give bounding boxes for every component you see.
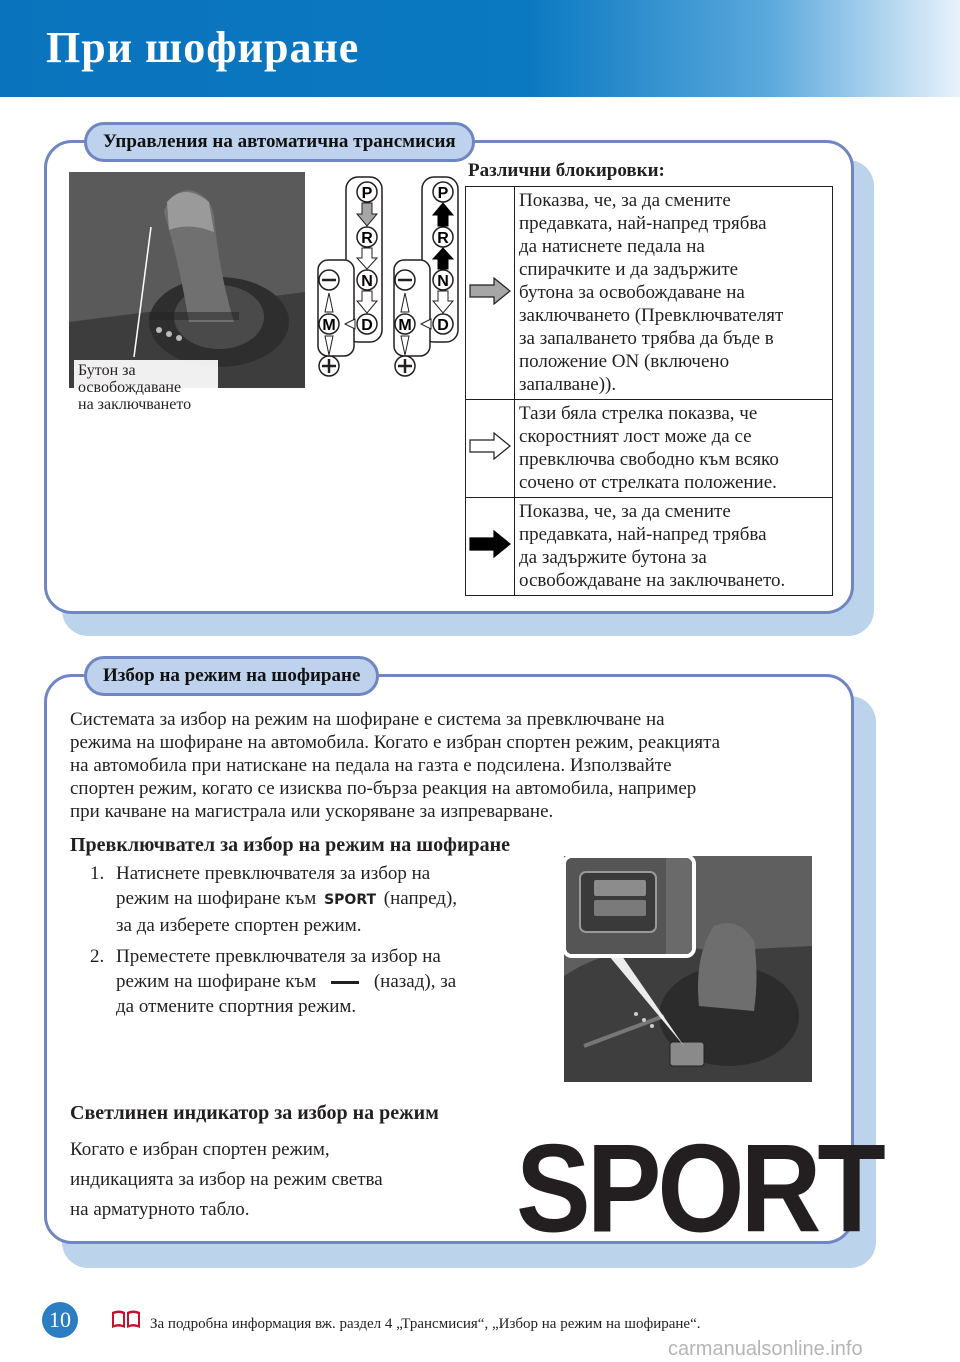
step-number: 2. (90, 946, 105, 967)
shift-label-n: N (361, 273, 373, 290)
sport-switch-label: SPORT (324, 892, 377, 908)
shift-label-p: P (437, 185, 449, 202)
intro-line: спортен режим, когато се изисква по-бърза реакция на автомобила, например (70, 778, 697, 799)
step-line: Преместете превключвателя за избор на (116, 946, 441, 967)
step-text: режим на шофиране към (116, 971, 317, 992)
black-arrow-icon (468, 529, 512, 559)
step-text: (напред), (383, 888, 458, 909)
switch-zoom-inset (562, 854, 696, 958)
shift-label-d: D (437, 317, 449, 334)
locks-title: Различни блокировки: (468, 160, 665, 181)
step-2 (90, 944, 550, 1019)
switch-steps (90, 861, 550, 1019)
step-text: режим на шофиране към (116, 888, 317, 909)
lock-text-line: предавката, най-напред трябва (519, 524, 767, 545)
lock-icon-cell (466, 498, 515, 596)
lock-text-line: за запалването трябва да бъде в (519, 328, 774, 349)
minus-symbol-icon (331, 981, 359, 984)
lock-description (515, 498, 833, 596)
drive-mode-intro (70, 708, 850, 823)
lock-text-line: освобождаване на заключването. (519, 570, 786, 591)
shifter-illustration (69, 172, 305, 388)
sport-indicator-icon: SPORT (516, 1118, 882, 1259)
white-arrow-icon (468, 431, 512, 461)
page-number: 10 (42, 1302, 78, 1338)
lock-text-line: да задържите бутона за (519, 547, 707, 568)
intro-line: режима на шофиране на автомобила. Когато е избран спортен режим, реакцията (70, 732, 721, 753)
page-title: При шофиране (46, 23, 360, 72)
lock-text-line: предавката, най-напред трябва (519, 213, 767, 234)
lock-description (515, 187, 833, 400)
switch-zoom-illustration (566, 858, 692, 954)
step-1 (90, 861, 550, 938)
lock-text-line: скоростният лост може да се (519, 426, 752, 447)
drive-mode-tab: Избор на режим на шофиране (84, 656, 379, 696)
gray-arrow-icon (468, 276, 512, 306)
shifter-photo (69, 172, 305, 388)
transmission-tab: Управления на автоматична трансмисия (84, 122, 475, 162)
step-line: за да изберете спортен режим. (116, 915, 362, 936)
step-line: да отмените спортния режим. (116, 996, 357, 1017)
shift-label-r: R (437, 230, 449, 247)
lock-text-line: спирачките и да задържите (519, 259, 739, 280)
lock-text-line: сочено от стрелката положение. (519, 472, 777, 493)
intro-line: при качване на магистрала или ускоряване за изпреварване. (70, 801, 554, 822)
shift-label-r: R (361, 230, 373, 247)
step-line: Натиснете превключвателя за избор на (116, 863, 431, 884)
lock-text-line: Тази бяла стрелка показва, че (519, 403, 758, 424)
shift-pattern-diagrams (310, 172, 460, 382)
watermark: carmanualsonline.info (668, 1338, 863, 1360)
switch-heading: Превключвател за избор на режим на шофиране (70, 834, 511, 856)
step-text: (назад), за (373, 971, 457, 992)
lock-row (466, 498, 833, 596)
shift-diagram-black (394, 177, 458, 376)
release-button-caption (74, 360, 218, 413)
indicator-text (70, 1135, 500, 1225)
locks-table (465, 186, 833, 596)
book-icon (110, 1308, 142, 1335)
step-line (116, 886, 550, 913)
lock-text-line: Показва, че, за да смените (519, 501, 731, 522)
lock-icon-cell (466, 187, 515, 400)
indicator-line: Когато е избран спортен режим, (70, 1139, 330, 1160)
shift-label-d: D (361, 317, 373, 334)
lock-row (466, 187, 833, 400)
shift-diagram-gray (318, 177, 382, 376)
shift-label-p: P (361, 185, 373, 202)
lock-text-line: запалване)). (519, 374, 617, 395)
indicator-line: индикацията за избор на режим светва (70, 1169, 383, 1190)
reference-note: За подробна информация вж. раздел 4 „Трансмисия“, „Избор на режим на шофиране“. (150, 1316, 701, 1332)
indicator-heading: Светлинен индикатор за избор на режим (70, 1102, 439, 1124)
caption-line: на заключването (78, 396, 192, 413)
step-number: 1. (90, 863, 105, 884)
intro-line: на автомобила при натискане на педала на газта е подсилена. Използвайте (70, 755, 672, 776)
shift-label-m: M (398, 317, 412, 334)
intro-line: Системата за избор на режим на шофиране е система за превключване на (70, 709, 665, 730)
lock-text-line: да натиснете педала на (519, 236, 705, 257)
caption-line: Бутон за (78, 362, 136, 379)
lock-row (466, 400, 833, 498)
caption-line: освобождаване (78, 379, 182, 396)
lock-text-line: превключва свободно към всяко (519, 449, 779, 470)
lock-icon-cell (466, 400, 515, 498)
shift-label-n: N (437, 273, 449, 290)
shift-label-m: M (322, 317, 336, 334)
lock-text-line: положение ON (включено (519, 351, 730, 372)
lock-text-line: Показва, че, за да смените (519, 190, 731, 211)
lock-text-line: бутона за освобождаване на (519, 282, 745, 303)
lock-description (515, 400, 833, 498)
indicator-line: на арматурното табло. (70, 1199, 250, 1220)
lock-text-line: заключването (Превключвателят (519, 305, 784, 326)
step-line (116, 969, 550, 994)
